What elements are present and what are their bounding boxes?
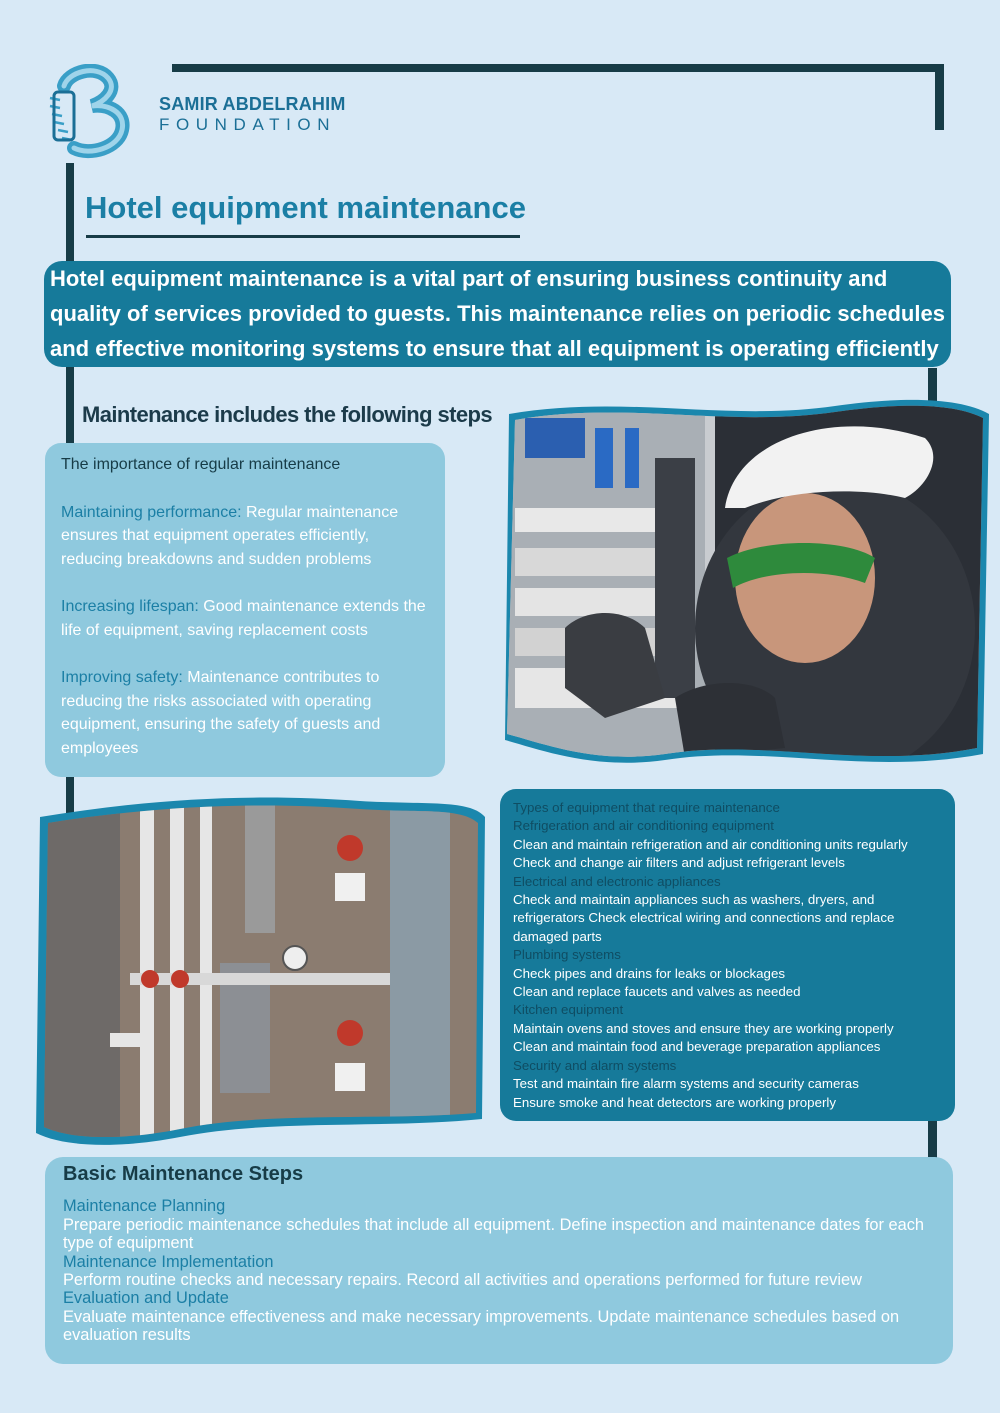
basic-steps-title: Basic Maintenance Steps (63, 1163, 304, 1185)
types-line: Check and maintain appliances such as washers, dryers, and (513, 892, 875, 908)
basic-steps-panel (45, 1157, 953, 1364)
types-line: Clean and maintain food and beverage preparation appliances (513, 1039, 881, 1055)
steps-heading: Maintenance includes the following steps (82, 402, 492, 427)
types-line: Kitchen equipment (513, 1002, 624, 1018)
importance-item-label: Increasing lifespan: (61, 598, 199, 615)
importance-item (61, 595, 429, 642)
types-line: Electrical and electronic appliances (513, 873, 721, 889)
evaluation-heading: Evaluation and Update (63, 1289, 229, 1308)
importance-panel (45, 443, 445, 777)
types-line: Check and change air filters and adjust refrigerant levels (513, 855, 845, 871)
importance-title: The importance of regular maintenance (61, 456, 341, 473)
types-line: Plumbing systems (513, 947, 621, 963)
brand-name: SAMIR ABDELRAHIM (159, 94, 346, 114)
types-line: damaged parts (513, 928, 602, 944)
implementation-heading: Maintenance Implementation (63, 1252, 274, 1271)
types-line: Ensure smoke and heat detectors are working properly (513, 1094, 836, 1110)
intro-line: quality of services provided to guests. This maintenance relies on periodic schedules (50, 301, 945, 326)
importance-item-text: Regular maintenance ensures that equipment operates efficiently, reducing breakdowns and sudden problems (61, 503, 399, 568)
planning-text-cont: type of equipment (63, 1234, 194, 1253)
importance-item-text: Good maintenance extends the life of equipment, saving replacement costs (61, 598, 426, 639)
title-underline (86, 235, 520, 238)
importance-item-label: Improving safety: (61, 669, 183, 686)
importance-item (61, 501, 429, 572)
importance-item-text: Maintenance contributes to reducing the risks associated with operating equipment, ensuring the safety of guests and employees (61, 669, 381, 757)
types-line: Clean and maintain refrigeration and air conditioning units regularly (513, 836, 908, 852)
plumbing-photo (30, 793, 485, 1145)
types-line: Test and maintain fire alarm systems and security cameras (513, 1076, 859, 1092)
importance-item-label: Maintaining performance: (61, 503, 242, 521)
electrician-photo (505, 398, 990, 768)
page-title: Hotel equipment maintenance (85, 190, 526, 225)
types-line: Security and alarm systems (513, 1057, 677, 1073)
planning-text: Prepare periodic maintenance schedules that include all equipment. Define inspection and maintenance dates for each (63, 1215, 925, 1234)
implementation-text: Perform routine checks and necessary repairs. Record all activities and operations performed for future review (63, 1271, 862, 1290)
types-line: Types of equipment that require maintenance (513, 800, 780, 815)
foundation-logo-icon (46, 64, 150, 164)
types-line: Refrigeration and air conditioning equipment (513, 818, 774, 834)
evaluation-text-cont: evaluation results (63, 1326, 191, 1345)
types-line: refrigerators Check electrical wiring and connections and replace (513, 910, 895, 926)
types-line: Clean and replace faucets and valves as needed (513, 984, 801, 1000)
intro-line: and effective monitoring systems to ensure that all equipment is operating efficiently (50, 336, 939, 361)
types-line: Maintain ovens and stoves and ensure they are working properly (513, 1020, 894, 1036)
frame-right-segment-lower (928, 1120, 937, 1160)
evaluation-text: Evaluate maintenance effectiveness and make necessary improvements. Update maintenance schedules based on (63, 1307, 900, 1326)
intro-line: Hotel equipment maintenance is a vital part of ensuring business continuity and (50, 266, 888, 291)
planning-heading: Maintenance Planning (63, 1197, 226, 1216)
equipment-types-panel (500, 789, 955, 1121)
frame-right-line (935, 64, 944, 130)
importance-item (61, 666, 429, 760)
types-line: Check pipes and drains for leaks or blockages (513, 965, 785, 981)
brand-subtitle: FOUNDATION (159, 115, 337, 134)
intro-box (44, 261, 951, 367)
frame-top-line (172, 64, 944, 72)
